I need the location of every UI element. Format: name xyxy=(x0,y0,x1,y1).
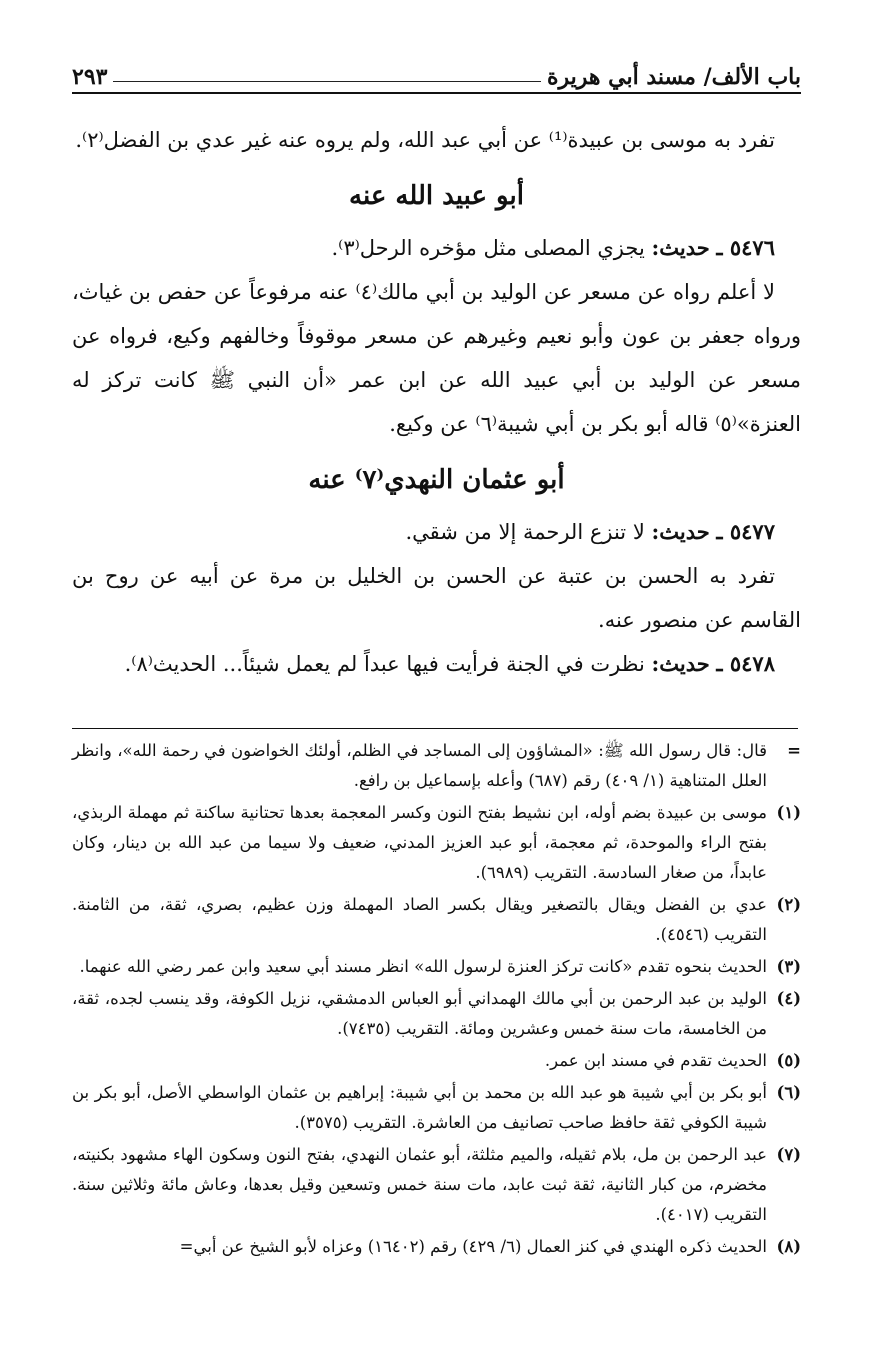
footnote-text: الحديث ذكره الهندي في كنز العمال (٦/ ٤٢٩) رقم (١٦٤٠٢) وعزاه لأبو الشيخ عن أبي= xyxy=(179,1237,767,1256)
footnote-mark: (٣) xyxy=(776,957,801,976)
footnote-5 xyxy=(72,1046,801,1076)
footnote-2 xyxy=(72,890,801,950)
footnote-text: أبو بكر بن أبي شيبة هو عبد الله بن محمد بن أبي شيبة: إبراهيم بن عثمان الواسطي الأصل، أبو بكر بن شيبة الكوفي ثقة حافظ صاحب تصانيف من العاشرة. التقريب (٣٥٧٥). xyxy=(72,1083,767,1132)
footnote-text: موسى بن عبيدة بضم أوله، ابن نشيط بفتح النون وكسر المعجمة بعدها تحتانية ساكنة ثم مهملة الربذي، بفتح الراء والموحدة، ثم معجمة، أبو عبد العزيز المدني، ضعيف ولا سيما من عبد الله بن دينار، وكان عابداً، من صغار السادسة. التقريب (٦٩٨٩). xyxy=(72,803,767,882)
header-leader-line xyxy=(113,81,541,82)
section-heading-abu-uthman: أبو عثمان النهدي⁽٧⁾ عنه xyxy=(308,465,565,495)
footnote-mark: (٢) xyxy=(776,895,801,914)
running-header xyxy=(72,50,801,90)
footnote-mark: (٧) xyxy=(776,1145,801,1164)
footnote-text: الوليد بن عبد الرحمن بن أبي مالك الهمداني أبو العباس الدمشقي، نزيل الكوفة، وقد ينسب لجده، ثقة، من الخامسة، مات سنة خمس وعشرين ومائة. التقريب (٧٤٣٥). xyxy=(72,989,767,1038)
hadith-number: ٥٤٧٨ ـ xyxy=(716,651,775,676)
footnotes xyxy=(72,736,801,1264)
header-title: باب الألف/ مسند أبي هريرة xyxy=(546,64,801,90)
footnote-8 xyxy=(72,1232,801,1262)
footnote-continuation xyxy=(72,736,801,796)
hadith-5478 xyxy=(72,642,801,686)
page-number: ٢٩٣ xyxy=(72,64,108,90)
footnote-mark: = xyxy=(787,741,801,760)
paragraph-3: تفرد به الحسن بن عتبة عن الحسن بن الخليل بن مرة عن أبيه عن روح بن القاسم عن منصور عنه. xyxy=(72,564,801,632)
footnote-7 xyxy=(72,1140,801,1230)
footnote-3 xyxy=(72,952,801,982)
hadith-keyword: حديث: xyxy=(651,519,710,544)
main-text xyxy=(72,118,801,686)
footnote-text: الحديث بنحوه تقدم «كانت تركز العنزة لرسول الله» انظر مسند أبي سعيد وابن عمر رضي الله عنهما. xyxy=(79,957,767,976)
footnote-separator xyxy=(72,728,798,729)
hadith-5476 xyxy=(72,226,801,270)
hadith-keyword: حديث: xyxy=(651,235,710,260)
header-rule xyxy=(72,92,801,94)
hadith-5477 xyxy=(72,510,801,554)
footnote-text: عدي بن الفضل ويقال بالتصغير ويقال بكسر الصاد المهملة وزن عظيم، بصري، ثقة، من الثامنة. التقريب (٤٥٤٦). xyxy=(72,895,767,944)
footnote-mark: (٦) xyxy=(776,1083,801,1102)
footnote-6 xyxy=(72,1078,801,1138)
footnote-mark: (١) xyxy=(776,803,801,822)
footnote-1 xyxy=(72,798,801,888)
hadith-text: لا تنزع الرحمة إلا من شقي. xyxy=(405,520,645,544)
hadith-keyword: حديث: xyxy=(651,651,710,676)
footnote-4 xyxy=(72,984,801,1044)
hadith-number: ٥٤٧٦ ـ xyxy=(716,235,775,260)
footnote-text: الحديث تقدم في مسند ابن عمر. xyxy=(544,1051,767,1070)
footnote-mark: (٥) xyxy=(776,1051,801,1070)
hadith-text: نظرت في الجنة فرأيت فيها عبداً لم يعمل شيئاً... الحديث⁽٨⁾. xyxy=(124,652,645,676)
paragraph-2: لا أعلم رواه عن مسعر عن الوليد بن أبي مالك⁽٤⁾ عنه مرفوعاً عن حفص بن غياث، ورواه جعفر بن عون وأبو نعيم وغيرهم عن مسعر موقوفاً وخالفهم وكيع، فرواه عن مسعر عن الوليد بن أبي عبيد الله عن ابن عمر «أن النبي ﷺ كانت تركز له العنزة»⁽٥⁾ قاله أبو بكر بن أبي شيبة⁽٦⁾ عن وكيع. xyxy=(72,280,801,436)
footnote-text: عبد الرحمن بن مل، بلام ثقيله، والميم مثلثة، أبو عثمان النهدي، بفتح النون وسكون الهاء مشهود بكنيته، مخضرم، من كبار الثانية، ثقة ثبت عابد، مات سنة خمس وتسعين وقيل بعدها، وعاش مائة وثلاثين سنة. التقريب (٤٠١٧). xyxy=(72,1145,767,1224)
paragraph-1: تفرد به موسى بن عبيدة⁽¹⁾ عن أبي عبد الله، ولم يروه عنه غير عدي بن الفضل⁽٢⁾. xyxy=(75,128,775,152)
footnote-mark: (٤) xyxy=(776,989,801,1008)
hadith-number: ٥٤٧٧ ـ xyxy=(716,519,775,544)
hadith-text: يجزي المصلى مثل مؤخره الرحل⁽٣⁾. xyxy=(331,236,645,260)
footnote-mark: (٨) xyxy=(776,1237,801,1256)
footnote-text: قال: قال رسول الله ﷺ: «المشاؤون إلى المساجد في الظلم، أولئك الخواضون في رحمة الله»، وانظر العلل المتناهية (١/ ٤٠٩) رقم (٦٨٧) وأعله بإسماعيل بن رافع. xyxy=(72,741,767,790)
section-heading-abu-ubaidullah: أبو عبيد الله عنه xyxy=(349,181,524,211)
